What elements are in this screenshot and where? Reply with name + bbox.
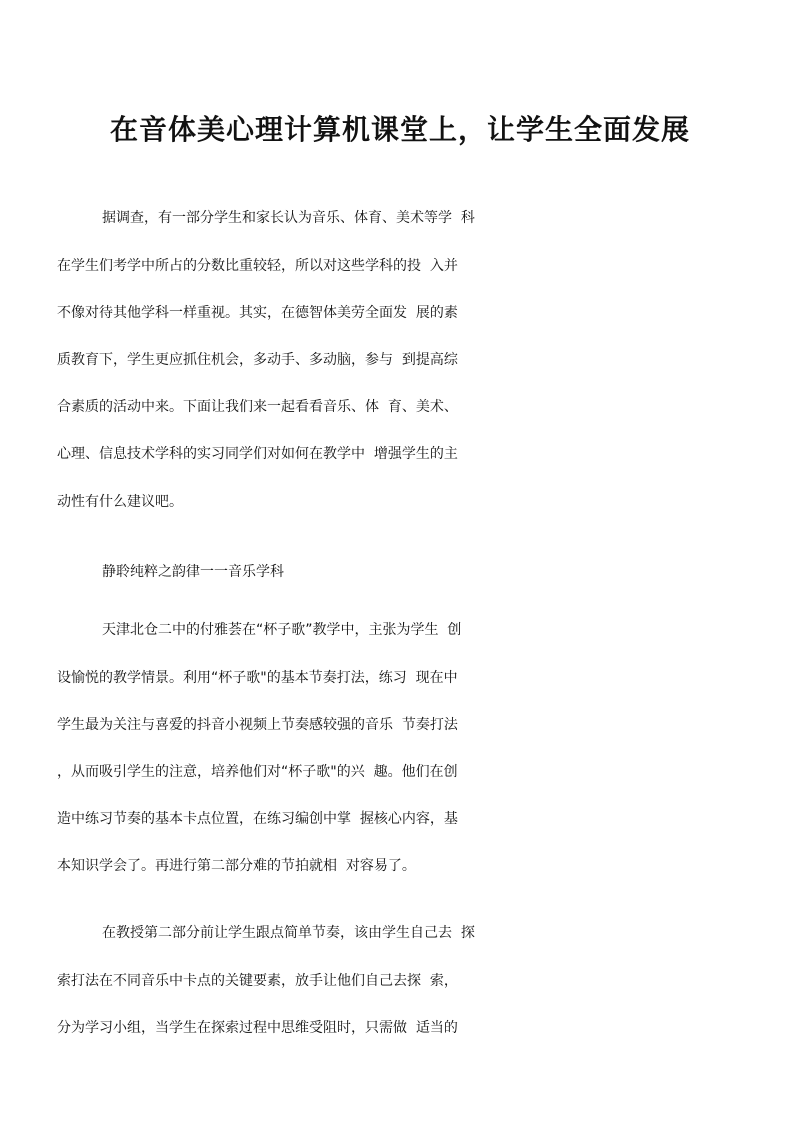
paragraph-1-line-2: 在学生们考学中所占的分数比重较轻，所以对这些学科的投 入并: [57, 258, 458, 274]
paragraph-3-line-4: ，从而吸引学生的注意，培养他们对“杯子歌"的兴 趣。他们在创: [57, 764, 458, 780]
paragraph-1-line-5: 合素质的活动中来。下面让我们来一起看看音乐、体 育、美术、: [57, 399, 458, 415]
paragraph-3-line-1: 天津北仓二中的付雅荟在“杯子歌”教学中，主张为学生 创: [102, 622, 462, 638]
paragraph-1-line-6: 心理、信息技术学科的实习同学们对如何在教学中 增强学生的主: [57, 446, 458, 462]
paragraph-1-line-4: 质教育下，学生更应抓住机会，多动手、多动脑，参与 到提高综: [57, 352, 458, 368]
paragraph-1-line-1: 据调查，有一部分学生和家长认为音乐、体育、美术等学 科: [102, 210, 475, 226]
paragraph-1-line-7: 动性有什么建议吧。: [57, 494, 183, 510]
paragraph-3-line-5: 造中练习节奏的基本卡点位置，在练习编创中掌 握核心内容，基: [57, 811, 458, 827]
paragraph-3-line-2: 设愉悦的教学情景。利用“杯子歌"的基本节奏打法，练习 现在中: [57, 670, 458, 686]
paragraph-4-line-3: 分为学习小组，当学生在探索过程中思维受阻时，只需做 适当的: [57, 1020, 458, 1036]
document-title: 在音体美心理计算机课堂上，让学生全面发展: [109, 113, 690, 146]
paragraph-4-line-1: 在教授第二部分前让学生跟点简单节奏，该由学生自己去 探: [102, 925, 475, 941]
paragraph-3-line-3: 学生最为关注与喜爱的抖音小视频上节奏感较强的音乐 节奏打法: [57, 717, 458, 733]
section-heading-music: 静聆纯粹之韵律一一音乐学科: [102, 564, 284, 580]
paragraph-1-line-3: 不像对待其他学科一样重视。其实，在德智体美劳全面发 展的素: [57, 305, 458, 321]
paragraph-4-line-2: 索打法在不同音乐中卡点的关键要素，放手让他们自己去探 索，: [57, 973, 458, 989]
paragraph-3-line-6: 本知识学会了。再进行第二部分难的节拍就相 对容易了。: [57, 858, 416, 874]
